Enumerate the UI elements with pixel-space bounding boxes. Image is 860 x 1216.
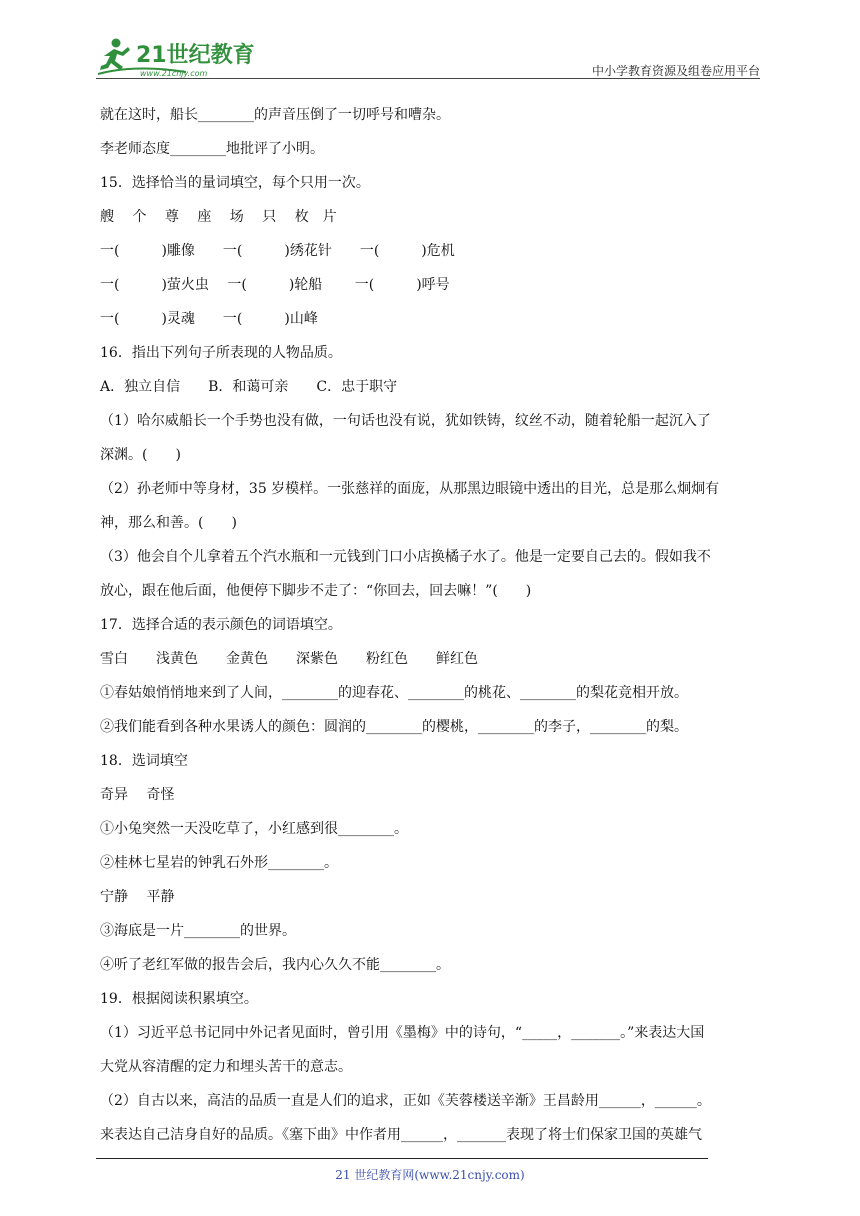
fill-row: 一( )灵魂 一( )山峰 (100, 311, 318, 327)
text-line: （1）习近平总书记同中外记者见面时，曾引用《墨梅》中的诗句，“_____，_______。”来表达大国 (100, 1025, 705, 1041)
text-line: ①小兔突然一天没吃草了，小红感到很________。 (100, 821, 408, 837)
question-16-title: 16．指出下列句子所表现的人物品质。 (100, 345, 342, 361)
logo (96, 34, 266, 82)
question-18-title: 18．选词填空 (100, 753, 188, 769)
text-line: 李老师态度________地批评了小明。 (100, 141, 324, 157)
text-line: 大党从容清醒的定力和埋头苦干的意志。 (100, 1059, 352, 1075)
logo-url: www.21cnjy.com (140, 69, 208, 78)
text-line: ②我们能看到各种水果诱人的颜色：圆润的________的樱桃，________的李子，________的梨。 (100, 719, 688, 735)
text-line: 放心，跟在他后面，他便停下脚步不走了：“你回去，回去嘛！”( ) (100, 583, 532, 599)
page-footer: 21 世纪教育网(www.21cnjy.com) (335, 1168, 525, 1182)
text-line: ②桂林七星岩的钟乳石外形________。 (100, 855, 338, 871)
text-line: ③海底是一片________的世界。 (100, 923, 296, 939)
platform-name: 中小学教育资源及组卷应用平台 (591, 64, 760, 78)
header-divider (96, 78, 760, 79)
question-17-title: 17．选择合适的表示颜色的词语填空。 (100, 617, 342, 633)
options-row: A．独立自信 B．和蔼可亲 C．忠于职守 (100, 379, 398, 395)
text-line: 神，那么和善。( ) (100, 515, 237, 531)
document-body (100, 98, 764, 1152)
page-header (96, 34, 760, 82)
fill-row: 一( )萤火虫 一( )轮船 一( )呼号 (100, 277, 450, 293)
text-line: ①春姑娘悄悄地来到了人间，________的迎春花、________的桃花、________的梨花竞相开放。 (100, 685, 688, 701)
word-bank: 宁静 平静 (100, 889, 175, 905)
text-line: （3）他会自个儿拿着五个汽水瓶和一元钱到门口小店换橘子水了。他是一定要自己去的。假如我不 (100, 549, 711, 565)
question-15-title: 15．选择恰当的量词填空，每个只用一次。 (100, 175, 370, 191)
word-bank: 雪白 浅黄色 金黄色 深紫色 粉红色 鲜红色 (100, 651, 478, 667)
text-line: 就在这时，船长________的声音压倒了一切呼号和嘈杂。 (100, 107, 450, 123)
footer-divider (96, 1158, 708, 1159)
logo-text: 21世纪教育 (136, 43, 255, 68)
question-19-title: 19．根据阅读积累填空。 (100, 991, 258, 1007)
word-bank: 艘 个 尊 座 场 只 枚 片 (100, 209, 337, 225)
text-line: 来表达自己洁身自好的品质。《塞下曲》中作者用______，_______表现了将士们保家卫国的英雄气 (100, 1127, 702, 1143)
text-line: 深渊。( ) (100, 447, 181, 463)
text-line: （1）哈尔威船长一个手势也没有做，一句话也没有说，犹如铁铸，纹丝不动，随着轮船一起沉入了 (100, 413, 711, 429)
word-bank: 奇异 奇怪 (100, 787, 175, 803)
text-line: ④听了老红军做的报告会后，我内心久久不能________。 (100, 957, 450, 973)
fill-row: 一( )雕像 一( )绣花针 一( )危机 (100, 243, 455, 259)
runner-icon (100, 39, 130, 71)
text-line: （2）孙老师中等身材，35 岁模样。一张慈祥的面庞，从那黑边眼镜中透出的目光，总是那么炯炯有 (100, 481, 720, 497)
text-line: （2）自古以来，高洁的品质一直是人们的追求，正如《芙蓉楼送辛渐》王昌龄用______，______。 (100, 1093, 711, 1109)
